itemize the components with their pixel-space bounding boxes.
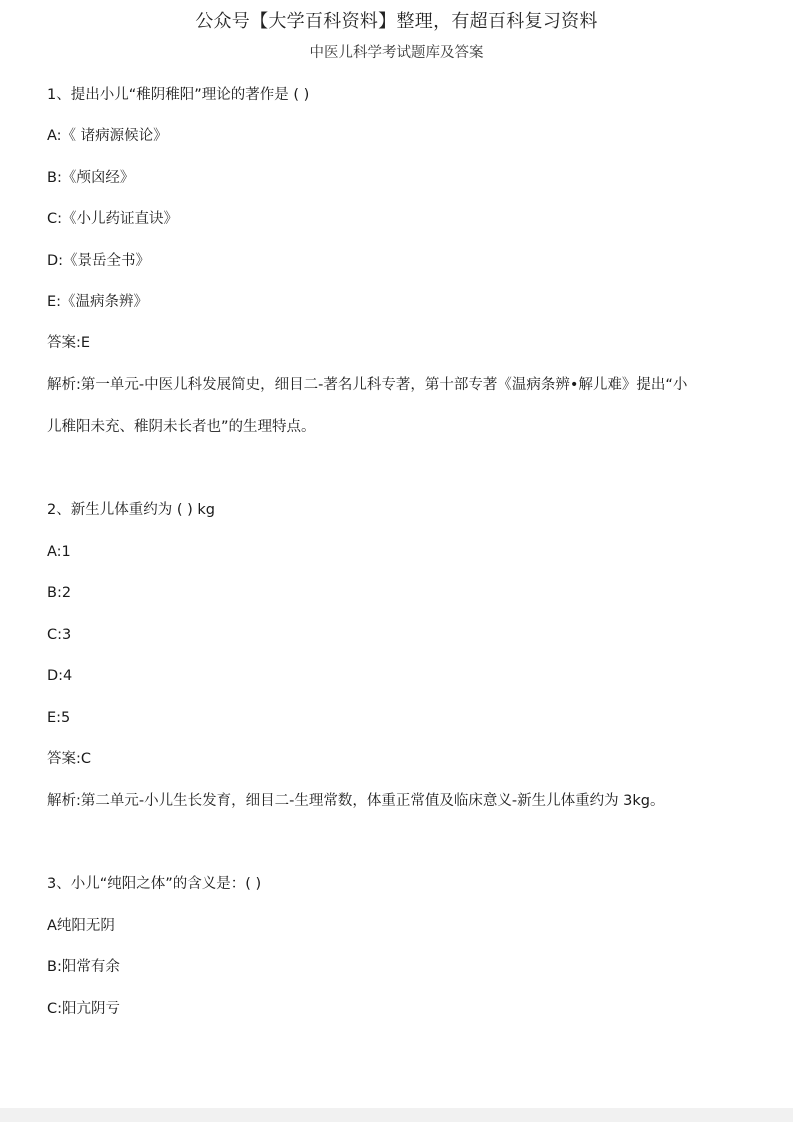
question-2-option-e: E:5: [47, 710, 71, 726]
question-1-option-d: D:《景岳全书》: [47, 253, 151, 269]
question-2-stem: 2、新生儿体重约为 ( ) kg: [47, 502, 215, 518]
question-2-option-d: D:4: [47, 668, 73, 684]
question-2-option-a: A:1: [47, 544, 71, 560]
question-1-option-c: C:《小儿药证直诀》: [47, 211, 179, 227]
question-3-option-a: A纯阳无阴: [47, 918, 115, 934]
question-1-option-a: A:《 诸病源候论》: [47, 128, 168, 144]
question-2-option-b: B:2: [47, 585, 72, 601]
question-3-option-c: C:阳亢阴亏: [47, 1001, 121, 1017]
question-1-option-e: E:《温病条辨》: [47, 294, 149, 310]
header-title: 公众号【大学百科资料】整理，有超百科复习资料: [195, 11, 598, 32]
question-1-answer: 答案:E: [47, 335, 91, 351]
question-1-analysis-line-2: 儿稚阳未充、稚阴未长者也”的生理特点。: [47, 419, 316, 435]
document-subtitle: 中医儿科学考试题库及答案: [309, 45, 484, 61]
question-1-stem: 1、提出小儿“稚阴稚阳”理论的著作是 ( ): [47, 87, 310, 103]
question-2-answer: 答案:C: [47, 751, 92, 767]
question-3-stem: 3、小儿“纯阳之体”的含义是：( ): [47, 876, 262, 892]
question-2-option-c: C:3: [47, 627, 72, 643]
question-2-analysis-line-1: 解析:第二单元-小儿生长发育，细目二-生理常数，体重正常值及临床意义-新生儿体重约为 3kg。: [47, 793, 665, 809]
question-3-option-b: B:阳常有余: [47, 959, 120, 975]
question-1-option-b: B:《颅囟经》: [47, 170, 135, 186]
page-bottom-margin: [0, 1108, 793, 1122]
question-1-analysis-line-1: 解析:第一单元-中医儿科发展简史，细目二-著名儿科专著，第十部专著《温病条辨•解儿难》提出“小: [47, 377, 688, 393]
